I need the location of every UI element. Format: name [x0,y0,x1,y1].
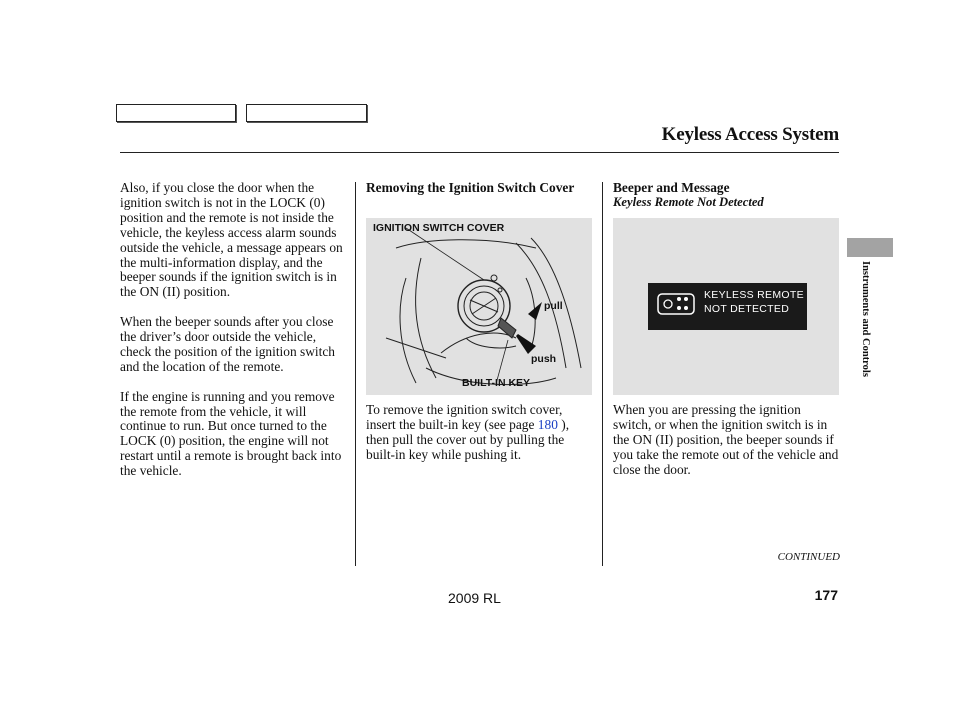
display-message [704,288,804,316]
section-label: Instruments and Controls [860,261,871,377]
display-line-2: NOT DETECTED [704,303,790,315]
nav-button-next[interactable] [246,104,367,122]
label-built-in-key: BUILT-IN KEY [462,377,531,389]
column-divider-2 [602,182,603,566]
multi-information-display [648,283,807,330]
subheading-remote-not-detected: Keyless Remote Not Detected [613,195,764,209]
title-rule [120,152,839,153]
beeper-paragraph: When you are pressing the ignition switch, or when the ignition switch is in the ON (II) position, the beeper sounds if you take the remote out of the vehicle and close the door. [613,402,839,477]
label-push: push [531,353,557,365]
paragraph-2: When the beeper sounds after you close the driver’s door outside the vehicle, check the position of the ignition switch and the location of the remote. [120,314,335,374]
section-heading-beeper: Beeper and Message [613,180,730,195]
label-ignition-switch-cover: IGNITION SWITCH COVER [373,222,505,234]
model-label: 2009 RL [448,590,501,606]
column-divider-1 [355,182,356,566]
display-line-1: KEYLESS REMOTE [704,289,804,301]
paragraph-text-after: ), then pull the cover out by pulling the built-in key while pushing it. [366,416,570,462]
ignition-cover-paragraph [366,403,594,463]
keyless-remote-icon [652,283,700,330]
section-heading-ignition-cover: Removing the Ignition Switch Cover [366,180,575,195]
paragraph-3: If the engine is running and you remove the remote from the vehicle, it will continue to run. But once turned to the LOCK (0) position, the engine will not restart until a remote is brought back into the vehicle. [120,388,342,479]
page-number: 177 [814,587,838,603]
left-column [120,181,348,494]
continued-label: CONTINUED [777,551,840,563]
paragraph-text-before: To remove the ignition switch cover, insert the built-in key (see page [366,402,563,432]
paragraph-1: Also, if you close the door when the ignition switch is not in the LOCK (0) position and the remote is not inside the vehicle, the keyless access alarm sounds outside the vehicle, a message appears on the multi-information display, and the beeper sounds if the ignition switch is in the ON (II) position. [120,180,343,300]
label-pull: pull [544,300,563,312]
page-title: Keyless Access System [661,124,839,145]
section-tab[interactable] [847,238,893,257]
ignition-switch-figure [366,218,592,395]
page-link-180[interactable]: 180 [537,416,558,432]
nav-button-previous[interactable] [116,104,236,122]
